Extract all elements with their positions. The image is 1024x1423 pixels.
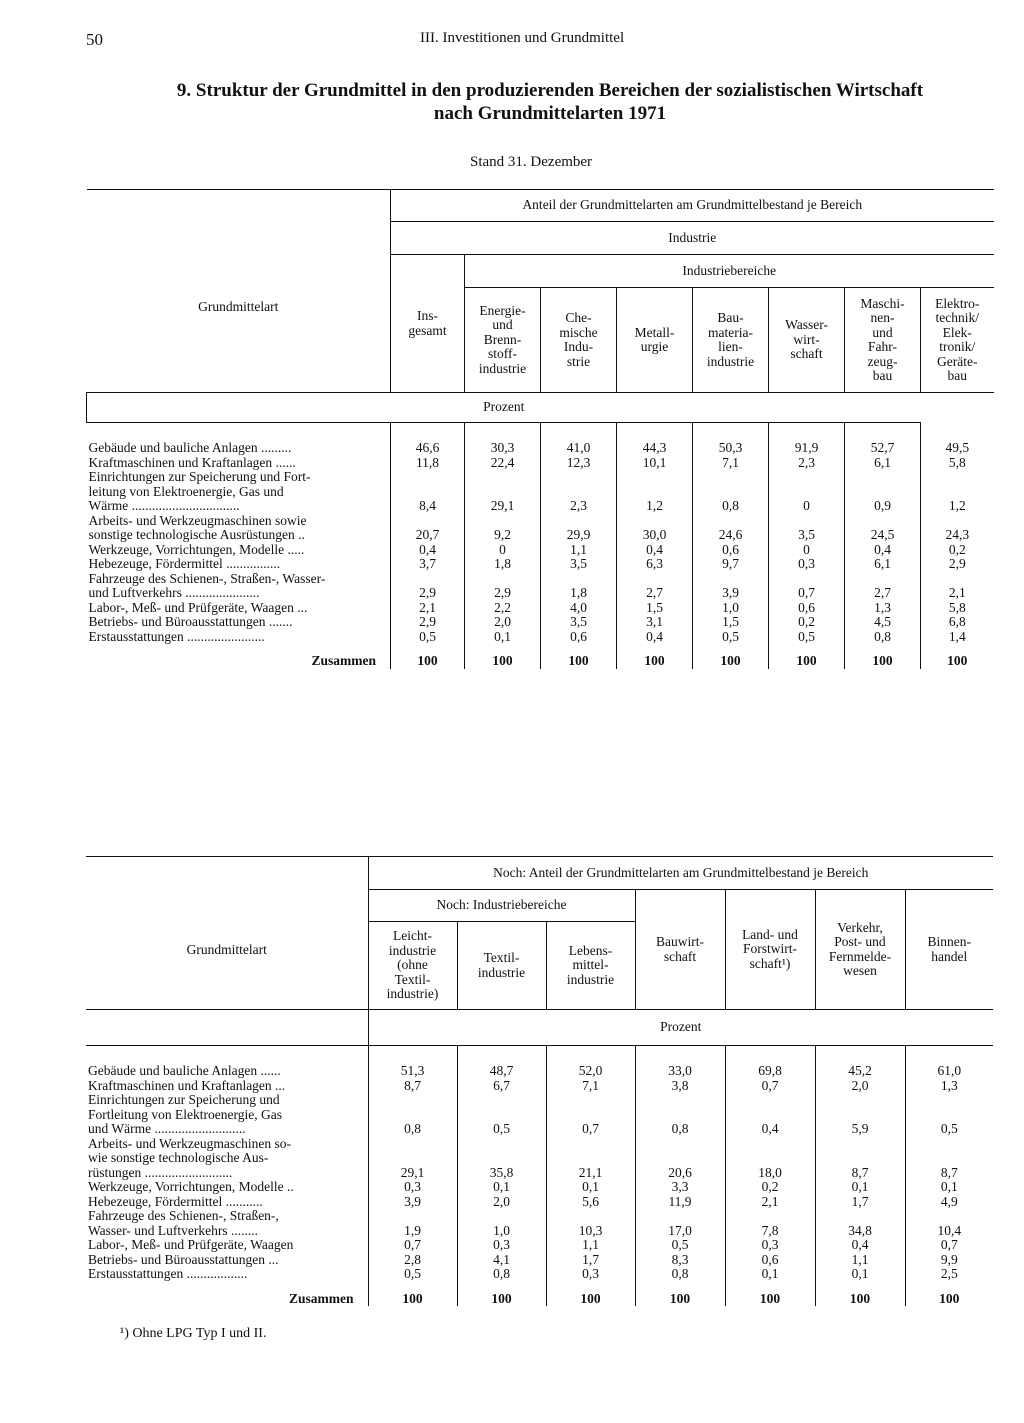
table-cell: 0,4 xyxy=(725,1093,815,1137)
table-row xyxy=(87,470,994,514)
table-cell: 11,8 xyxy=(391,456,465,471)
table-cell: 8,3 xyxy=(635,1253,725,1268)
table-cell: 8,7 xyxy=(815,1137,905,1181)
table-cell: 29,1 xyxy=(465,470,541,514)
table-cell: 24,6 xyxy=(693,514,769,543)
table-cell: 9,2 xyxy=(465,514,541,543)
total-cell: 100 xyxy=(769,644,845,669)
table-cell: 3,9 xyxy=(693,572,769,601)
column-header xyxy=(693,288,769,393)
table-cell: 1,5 xyxy=(617,601,693,616)
table-cell: 6,1 xyxy=(845,557,921,572)
table-cell: 91,9 xyxy=(769,423,845,456)
column-header xyxy=(921,288,994,393)
table-cell: 2,0 xyxy=(457,1195,546,1210)
row-header: Grundmittelart xyxy=(86,857,368,1010)
table-title-line-1: 9. Struktur der Grundmittel in den produzierenden Bereichen der sozialistischen Wirtschaft xyxy=(176,80,924,101)
table-cell: 0 xyxy=(769,543,845,558)
table-cell: 1,8 xyxy=(541,572,617,601)
table-cell: 46,6 xyxy=(391,423,465,456)
table-row xyxy=(87,543,994,558)
row-label: Werkzeuge, Vorrichtungen, Modelle ..... xyxy=(88,542,305,557)
table-cell: 0,3 xyxy=(368,1180,457,1195)
row-label: Labor-, Meß- und Prüfgeräte, Waagen ... xyxy=(88,600,308,615)
total-label: Zusammen xyxy=(311,653,376,668)
table-cell: 24,3 xyxy=(921,514,994,543)
table-cell: 11,9 xyxy=(635,1195,725,1210)
column-header xyxy=(769,288,845,393)
table-cell: 2,9 xyxy=(391,615,465,630)
structure-table-part-2 xyxy=(86,856,993,1306)
table-cell: 0,1 xyxy=(725,1267,815,1282)
total-cell: 100 xyxy=(541,644,617,669)
column-header-label: Leicht- industrie (ohne Textil- industrie) xyxy=(386,928,439,1002)
table-cell: 1,0 xyxy=(457,1209,546,1238)
column-header xyxy=(815,890,905,1010)
page-number: 50 xyxy=(86,30,103,49)
total-cell: 100 xyxy=(845,644,921,669)
table-cell: 3,5 xyxy=(541,557,617,572)
column-header-label: Binnen- handel xyxy=(927,934,972,964)
table-cell: 18,0 xyxy=(725,1137,815,1181)
table-cell: 0,5 xyxy=(905,1093,993,1137)
table-cell: 2,9 xyxy=(465,572,541,601)
total-row xyxy=(86,1282,993,1307)
table-cell: 29,1 xyxy=(368,1137,457,1181)
table-cell: 0,2 xyxy=(921,543,994,558)
table-cell: 0,9 xyxy=(845,470,921,514)
row-label: Erstausstattungen .................. xyxy=(88,1267,248,1281)
row-label: Erstausstattungen ....................... xyxy=(88,629,265,644)
table-cell: 1,1 xyxy=(546,1238,635,1253)
table-cell: 0,1 xyxy=(457,1180,546,1195)
table-cell: 0 xyxy=(465,543,541,558)
table-cell: 0,6 xyxy=(693,543,769,558)
table-cell: 24,5 xyxy=(845,514,921,543)
table-cell: 0,5 xyxy=(693,630,769,645)
table-row xyxy=(86,1209,993,1238)
table-row xyxy=(87,601,994,616)
table-row xyxy=(86,1079,993,1094)
sub-header-industriebereiche: Industriebereiche xyxy=(465,255,994,288)
column-header-label: Land- und Forstwirt- schaft¹) xyxy=(742,926,798,971)
column-header xyxy=(368,922,457,1010)
table-cell: 0,1 xyxy=(815,1267,905,1282)
table-cell: 0,5 xyxy=(769,630,845,645)
table-cell: 0,6 xyxy=(541,630,617,645)
column-header-label: Bau- materia- lien- industrie xyxy=(706,310,755,369)
sub-header-noch-industriebereiche: Noch: Industriebereiche xyxy=(368,890,635,922)
table-cell: 0,4 xyxy=(391,543,465,558)
table-cell: 0,8 xyxy=(635,1093,725,1137)
row-header: Grundmittelart xyxy=(87,190,391,393)
table-cell: 52,0 xyxy=(546,1046,635,1079)
table-cell: 0,1 xyxy=(546,1180,635,1195)
footnote: ¹) Ohne LPG Typ I und II. xyxy=(120,1326,267,1341)
table-cell: 20,7 xyxy=(391,514,465,543)
table-cell: 7,8 xyxy=(725,1209,815,1238)
column-header-label: Wasser- wirt- schaft xyxy=(785,317,828,362)
column-header xyxy=(725,890,815,1010)
table-cell: 2,7 xyxy=(845,572,921,601)
table-cell: 1,7 xyxy=(546,1253,635,1268)
header-spacer xyxy=(86,1010,368,1046)
table-cell: 0,5 xyxy=(635,1238,725,1253)
total-cell: 100 xyxy=(921,644,994,669)
table-cell: 0,3 xyxy=(457,1238,546,1253)
column-header xyxy=(617,288,693,393)
table-cell: 34,8 xyxy=(815,1209,905,1238)
table-cell: 0,6 xyxy=(725,1253,815,1268)
table-cell: 7,1 xyxy=(693,456,769,471)
table-cell: 0,8 xyxy=(457,1267,546,1282)
table-row xyxy=(86,1195,993,1210)
table-cell: 1,7 xyxy=(815,1195,905,1210)
table-cell: 0,3 xyxy=(725,1238,815,1253)
total-cell: 100 xyxy=(617,644,693,669)
table-row xyxy=(86,1238,993,1253)
table-cell: 0,1 xyxy=(465,630,541,645)
total-cell: 100 xyxy=(725,1282,815,1307)
table-cell: 10,4 xyxy=(905,1209,993,1238)
table-cell: 0,8 xyxy=(693,470,769,514)
table-cell: 6,7 xyxy=(457,1079,546,1094)
table-cell: 2,0 xyxy=(465,615,541,630)
table-cell: 0,8 xyxy=(368,1093,457,1137)
table-cell: 0,8 xyxy=(845,630,921,645)
row-label: Kraftmaschinen und Kraftanlagen ... xyxy=(88,1078,286,1093)
column-header-label: Maschi- nen- und Fahr- zeug- bau xyxy=(860,295,905,383)
table-cell: 20,6 xyxy=(635,1137,725,1181)
row-label: Hebezeuge, Fördermittel ................ xyxy=(88,557,281,571)
table-cell: 0,5 xyxy=(391,630,465,645)
table-cell: 6,3 xyxy=(617,557,693,572)
table-cell: 0,5 xyxy=(368,1267,457,1282)
row-label: Kraftmaschinen und Kraftanlagen ...... xyxy=(88,455,296,470)
row-label: Einrichtungen zur Speicherung und Fortleitung von Elektroenergie, Gas und Wärme ........................... xyxy=(88,1093,282,1136)
total-cell: 100 xyxy=(815,1282,905,1307)
table-cell: 49,5 xyxy=(921,423,994,456)
table-row xyxy=(87,615,994,630)
unit-header: Prozent xyxy=(87,393,921,423)
table-cell: 0,1 xyxy=(905,1180,993,1195)
table-cell: 4,9 xyxy=(905,1195,993,1210)
table-cell: 0,2 xyxy=(769,615,845,630)
table-cell: 10,1 xyxy=(617,456,693,471)
table-cell: 1,8 xyxy=(465,557,541,572)
table-cell: 41,0 xyxy=(541,423,617,456)
table-cell: 4,5 xyxy=(845,615,921,630)
column-header-label: Lebens- mittel- industrie xyxy=(566,942,615,987)
table-cell: 33,0 xyxy=(635,1046,725,1079)
total-label: Zusammen xyxy=(288,1290,354,1306)
column-header xyxy=(905,890,993,1010)
table-cell: 21,1 xyxy=(546,1137,635,1181)
total-cell: 100 xyxy=(546,1282,635,1307)
row-label: Labor-, Meß- und Prüfgeräte, Waagen xyxy=(88,1238,294,1252)
table-cell: 2,1 xyxy=(391,601,465,616)
column-header xyxy=(541,288,617,393)
table-row xyxy=(86,1046,993,1079)
row-label: Arbeits- und Werkzeugmaschinen so- wie sonstige technologische Aus- rüstungen .......................... xyxy=(88,1136,291,1180)
table-cell: 1,5 xyxy=(693,615,769,630)
table-cell: 30,3 xyxy=(465,423,541,456)
table-cell: 69,8 xyxy=(725,1046,815,1079)
total-row xyxy=(87,644,994,669)
table-row xyxy=(87,557,994,572)
table-cell: 1,2 xyxy=(617,470,693,514)
table-cell: 50,3 xyxy=(693,423,769,456)
group-header-industrie: Industrie xyxy=(391,222,994,255)
row-label: Betriebs- und Büroausstattungen ... xyxy=(88,1252,279,1267)
table-cell: 0,4 xyxy=(617,630,693,645)
column-header xyxy=(391,255,465,393)
table-cell: 2,9 xyxy=(921,557,994,572)
table-cell: 5,8 xyxy=(921,601,994,616)
total-cell: 100 xyxy=(465,644,541,669)
table-row xyxy=(87,456,994,471)
table-cell: 0,8 xyxy=(635,1267,725,1282)
column-header xyxy=(845,288,921,393)
row-label: Fahrzeuge des Schienen-, Straßen-, Wasser- und Luftverkehrs ...................... xyxy=(88,571,326,600)
table-cell: 0,4 xyxy=(845,543,921,558)
table-cell: 0,7 xyxy=(546,1093,635,1137)
top-header: Noch: Anteil der Grundmittelarten am Grundmittelbestand je Bereich xyxy=(368,857,993,890)
table-cell: 0,5 xyxy=(457,1093,546,1137)
table-cell: 1,1 xyxy=(541,543,617,558)
row-label: Gebäude und bauliche Anlagen ...... xyxy=(88,1063,281,1078)
table-cell: 10,3 xyxy=(546,1209,635,1238)
column-header xyxy=(546,922,635,1010)
table-cell: 22,4 xyxy=(465,456,541,471)
table-cell: 29,9 xyxy=(541,514,617,543)
column-header xyxy=(457,922,546,1010)
table-cell: 1,9 xyxy=(368,1209,457,1238)
table-row xyxy=(86,1093,993,1137)
table-cell: 5,6 xyxy=(546,1195,635,1210)
table-cell: 5,8 xyxy=(921,456,994,471)
table-cell: 4,1 xyxy=(457,1253,546,1268)
table-cell: 0,2 xyxy=(725,1180,815,1195)
table-cell: 3,3 xyxy=(635,1180,725,1195)
table-cell: 0,4 xyxy=(815,1238,905,1253)
table-cell: 3,1 xyxy=(617,615,693,630)
table-cell: 4,0 xyxy=(541,601,617,616)
table-cell: 1,2 xyxy=(921,470,994,514)
table-cell: 1,4 xyxy=(921,630,994,645)
column-header-label: Bauwirt- schaft xyxy=(656,934,704,964)
row-label: Betriebs- und Büroausstattungen ....... xyxy=(88,615,293,629)
table-cell: 8,7 xyxy=(905,1137,993,1181)
table-cell: 0,3 xyxy=(769,557,845,572)
table-row xyxy=(86,1267,993,1282)
table-cell: 52,7 xyxy=(845,423,921,456)
table-cell: 61,0 xyxy=(905,1046,993,1079)
table-cell: 44,3 xyxy=(617,423,693,456)
table-cell: 45,2 xyxy=(815,1046,905,1079)
table-row xyxy=(87,514,994,543)
column-header-label: Energie- und Brenn- stoff- industrie xyxy=(478,302,527,376)
column-header-label: Textil- industrie xyxy=(477,950,526,980)
table-cell: 9,7 xyxy=(693,557,769,572)
table-row xyxy=(87,423,994,456)
table-cell: 3,5 xyxy=(541,615,617,630)
table-row xyxy=(86,1253,993,1268)
table-cell: 0,7 xyxy=(769,572,845,601)
table-cell: 17,0 xyxy=(635,1209,725,1238)
column-header-label: Ins- gesamt xyxy=(408,308,447,338)
column-header-label: Che- mische Indu- strie xyxy=(559,310,598,369)
column-header-label: Verkehr, Post- und Fernmelde- wesen xyxy=(828,919,892,978)
table-row xyxy=(87,572,994,601)
reference-date: Stand 31. Dezember xyxy=(470,154,593,170)
table-row xyxy=(86,1180,993,1195)
table-cell: 2,8 xyxy=(368,1253,457,1268)
table-cell: 3,8 xyxy=(635,1079,725,1094)
column-header xyxy=(465,288,541,393)
table-row xyxy=(87,630,994,645)
table-cell: 3,5 xyxy=(769,514,845,543)
structure-table-part-1 xyxy=(86,189,994,669)
column-header-label: Elektro- technik/ Elek- tronik/ Geräte- bau xyxy=(935,295,980,383)
table-row xyxy=(86,1137,993,1181)
total-cell: 100 xyxy=(635,1282,725,1307)
unit-header: Prozent xyxy=(368,1010,993,1046)
column-header xyxy=(635,890,725,1010)
table-cell: 0,7 xyxy=(368,1238,457,1253)
table-cell: 12,3 xyxy=(541,456,617,471)
table-cell: 2,7 xyxy=(617,572,693,601)
column-header-label: Metall- urgie xyxy=(634,324,675,354)
table-cell: 48,7 xyxy=(457,1046,546,1079)
table-cell: 1,3 xyxy=(845,601,921,616)
table-cell: 5,9 xyxy=(815,1093,905,1137)
row-label: Werkzeuge, Vorrichtungen, Modelle .. xyxy=(88,1180,294,1194)
table-cell: 2,0 xyxy=(815,1079,905,1094)
table-cell: 30,0 xyxy=(617,514,693,543)
table-cell: 6,8 xyxy=(921,615,994,630)
table-cell: 6,1 xyxy=(845,456,921,471)
table-title-line-2: nach Grundmittelarten 1971 xyxy=(433,103,667,124)
table-cell: 8,7 xyxy=(368,1079,457,1094)
row-label: Einrichtungen zur Speicherung und Fort- leitung von Elektroenergie, Gas und Wärme ................................ xyxy=(88,470,311,513)
table-cell: 9,9 xyxy=(905,1253,993,1268)
table-cell: 0,6 xyxy=(769,601,845,616)
table-cell: 1,0 xyxy=(693,601,769,616)
table-cell: 1,3 xyxy=(905,1079,993,1094)
total-cell: 100 xyxy=(693,644,769,669)
table-cell: 7,1 xyxy=(546,1079,635,1094)
table-cell: 2,3 xyxy=(769,456,845,471)
total-cell: 100 xyxy=(905,1282,993,1307)
row-label: Gebäude und bauliche Anlagen ......... xyxy=(88,440,292,455)
table-cell: 8,4 xyxy=(391,470,465,514)
table-cell: 3,7 xyxy=(391,557,465,572)
top-header: Anteil der Grundmittelarten am Grundmittelbestand je Bereich xyxy=(391,190,994,222)
table-cell: 35,8 xyxy=(457,1137,546,1181)
table-cell: 2,1 xyxy=(725,1195,815,1210)
table-cell: 0,7 xyxy=(905,1238,993,1253)
table-cell: 51,3 xyxy=(368,1046,457,1079)
table-cell: 2,1 xyxy=(921,572,994,601)
total-cell: 100 xyxy=(368,1282,457,1307)
table-cell: 0,7 xyxy=(725,1079,815,1094)
total-cell: 100 xyxy=(391,644,465,669)
total-cell: 100 xyxy=(457,1282,546,1307)
table-cell: 2,5 xyxy=(905,1267,993,1282)
row-label: Fahrzeuge des Schienen-, Straßen-, Wasser- und Luftverkehrs ........ xyxy=(88,1209,279,1238)
table-cell: 2,9 xyxy=(391,572,465,601)
chapter-heading: III. Investitionen und Grundmittel xyxy=(420,30,625,46)
table-cell: 3,9 xyxy=(368,1195,457,1210)
table-cell: 0,4 xyxy=(617,543,693,558)
table-cell: 2,3 xyxy=(541,470,617,514)
table-cell: 0 xyxy=(769,470,845,514)
table-cell: 0,3 xyxy=(546,1267,635,1282)
row-label: Arbeits- und Werkzeugmaschinen sowie sonstige technologische Ausrüstungen .. xyxy=(88,513,307,542)
table-cell: 1,1 xyxy=(815,1253,905,1268)
table-cell: 0,1 xyxy=(815,1180,905,1195)
table-cell: 2,2 xyxy=(465,601,541,616)
row-label: Hebezeuge, Fördermittel ........... xyxy=(88,1194,263,1209)
